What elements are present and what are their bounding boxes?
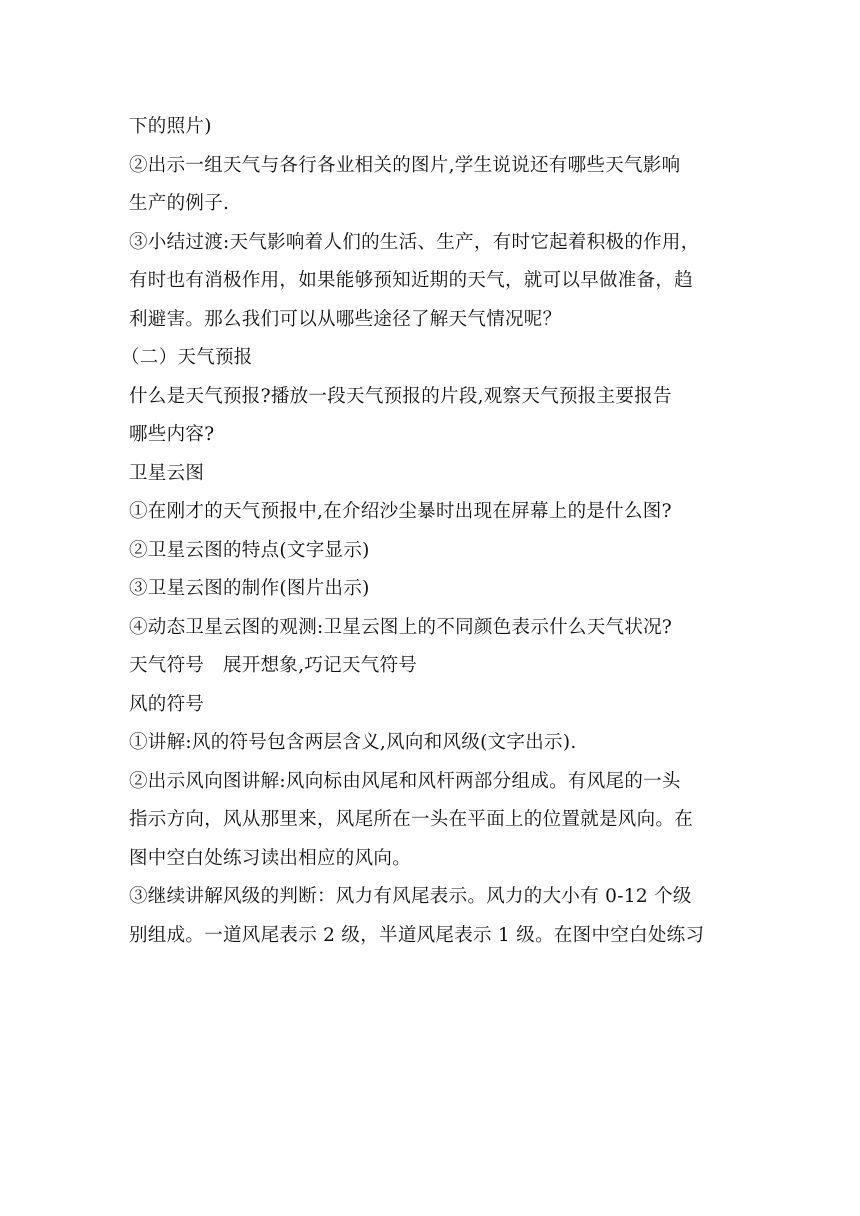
paragraph-line: ④动态卫星云图的观测:卫星云图上的不同颜色表示什么天气状况? [129, 616, 673, 638]
paragraph-line: ②出示风向图讲解:风向标由风尾和风杆两部分组成。有风尾的一头 [129, 770, 681, 792]
paragraph-line: 图中空白处练习读出相应的风向。 [129, 847, 412, 869]
subsection-heading: 天气符号 展开想象,巧记天气符号 [129, 655, 418, 676]
paragraph-line: 有时也有消极作用，如果能够预知近期的天气，就可以早做准备，趋 [129, 270, 694, 291]
subsection-heading: 风的符号 [129, 693, 205, 715]
paragraph-line: ①在刚才的天气预报中,在介绍沙尘暴时出现在屏幕上的是什么图? [129, 501, 672, 522]
paragraph-line: 利避害。那么我们可以从哪些途径了解天气情况呢？ [129, 308, 562, 330]
paragraph-line: 哪些内容? [129, 424, 215, 445]
paragraph-line: ②出示一组天气与各行各业相关的图片,学生说说还有哪些天气影响 [129, 154, 681, 176]
paragraph-line: ③卫星云图的制作(图片出示) [129, 578, 370, 599]
paragraph-line: 指示方向，风从那里来，风尾所在一头在平面上的位置就是风向。在 [129, 809, 694, 830]
paragraph-line: 什么是天气预报?播放一段天气预报的片段,观察天气预报主要报告 [129, 385, 672, 407]
paragraph-line: 生产的例子. [129, 193, 230, 214]
document-body [121, 108, 733, 955]
paragraph-line: 下的照片) [129, 116, 212, 137]
subsection-heading: 卫星云图 [129, 462, 205, 484]
paragraph-line: ③继续讲解风级的判断：风力有风尾表示。风力的大小有 0-12 个级 [129, 886, 692, 907]
section-heading: （二）天气预报 [121, 347, 253, 368]
paragraph-line: ③小结过渡:天气影响着人们的生活、生产，有时它起着积极的作用， [129, 231, 700, 253]
paragraph-line: ②卫星云图的特点(文字显示) [129, 539, 370, 561]
paragraph-line: 别组成。一道风尾表示 2 级，半道风尾表示 1 级。在图中空白处练习 [129, 924, 705, 946]
paragraph-line: ①讲解:风的符号包含两层含义,风向和风级(文字出示). [129, 732, 577, 753]
